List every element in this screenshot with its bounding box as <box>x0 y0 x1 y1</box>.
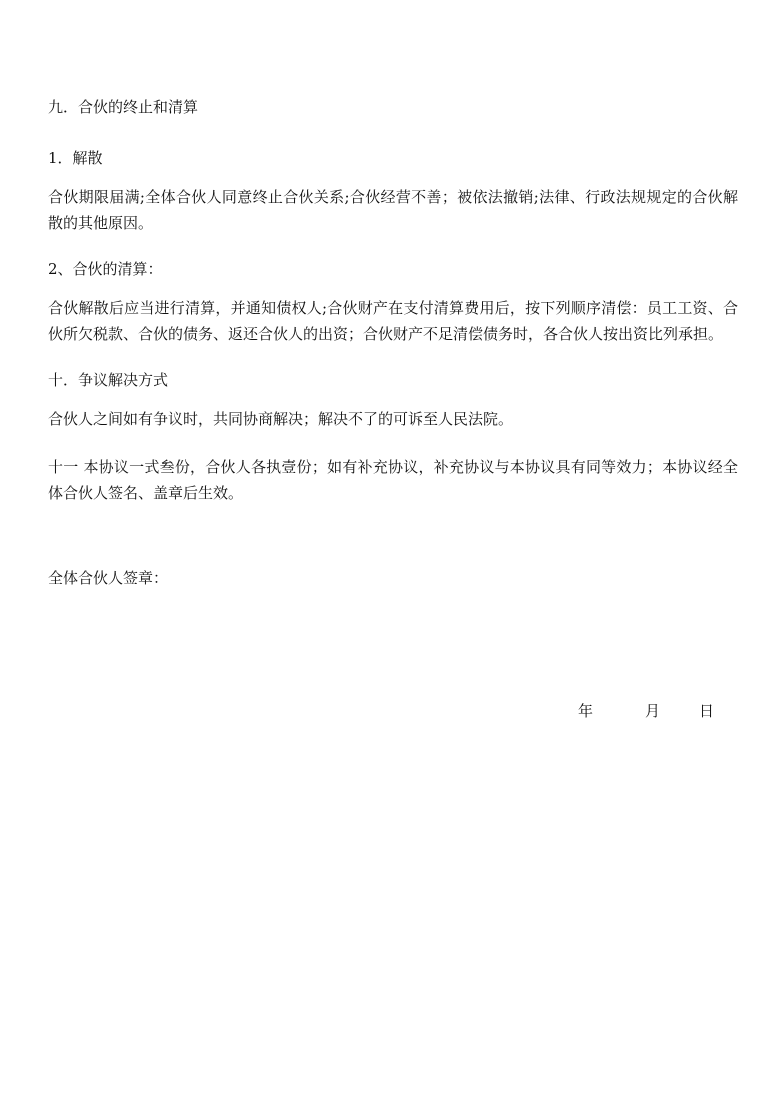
date-month-label: 月 <box>645 702 661 720</box>
section-10-heading: 十．争议解决方式 <box>48 371 169 389</box>
section-9-1-paragraph: 合伙期限届满;全体合伙人同意终止合伙关系;合伙经营不善；被依法撤销;法律、行政法规规定的合伙解散的其他原因。 <box>48 188 738 232</box>
date-day-label: 日 <box>699 702 715 720</box>
section-9-2-paragraph: 合伙解散后应当进行清算，并通知债权人;合伙财产在支付清算费用后，按下列顺序清偿：员工工资、合伙所欠税款、合伙的债务、返还合伙人的出资；合伙财产不足清偿债务时，各合伙人按出资比列承担。 <box>48 299 738 343</box>
section-9-2-heading: 2、合伙的清算： <box>48 260 163 278</box>
section-10-paragraph: 合伙人之间如有争议时，共同协商解决；解决不了的可诉至人民法院。 <box>48 410 514 428</box>
signature-label: 全体合伙人签章： <box>48 569 169 587</box>
section-9-heading: 九．合伙的终止和清算 <box>48 98 199 116</box>
section-11-paragraph: 十一 本协议一式叁份，合伙人各执壹份；如有补充协议，补充协议与本协议具有同等效力；本协议经全体合伙人签名、盖章后生效。 <box>48 458 738 502</box>
date-year-label: 年 <box>578 702 594 720</box>
section-9-1-heading: 1．解散 <box>48 149 103 167</box>
